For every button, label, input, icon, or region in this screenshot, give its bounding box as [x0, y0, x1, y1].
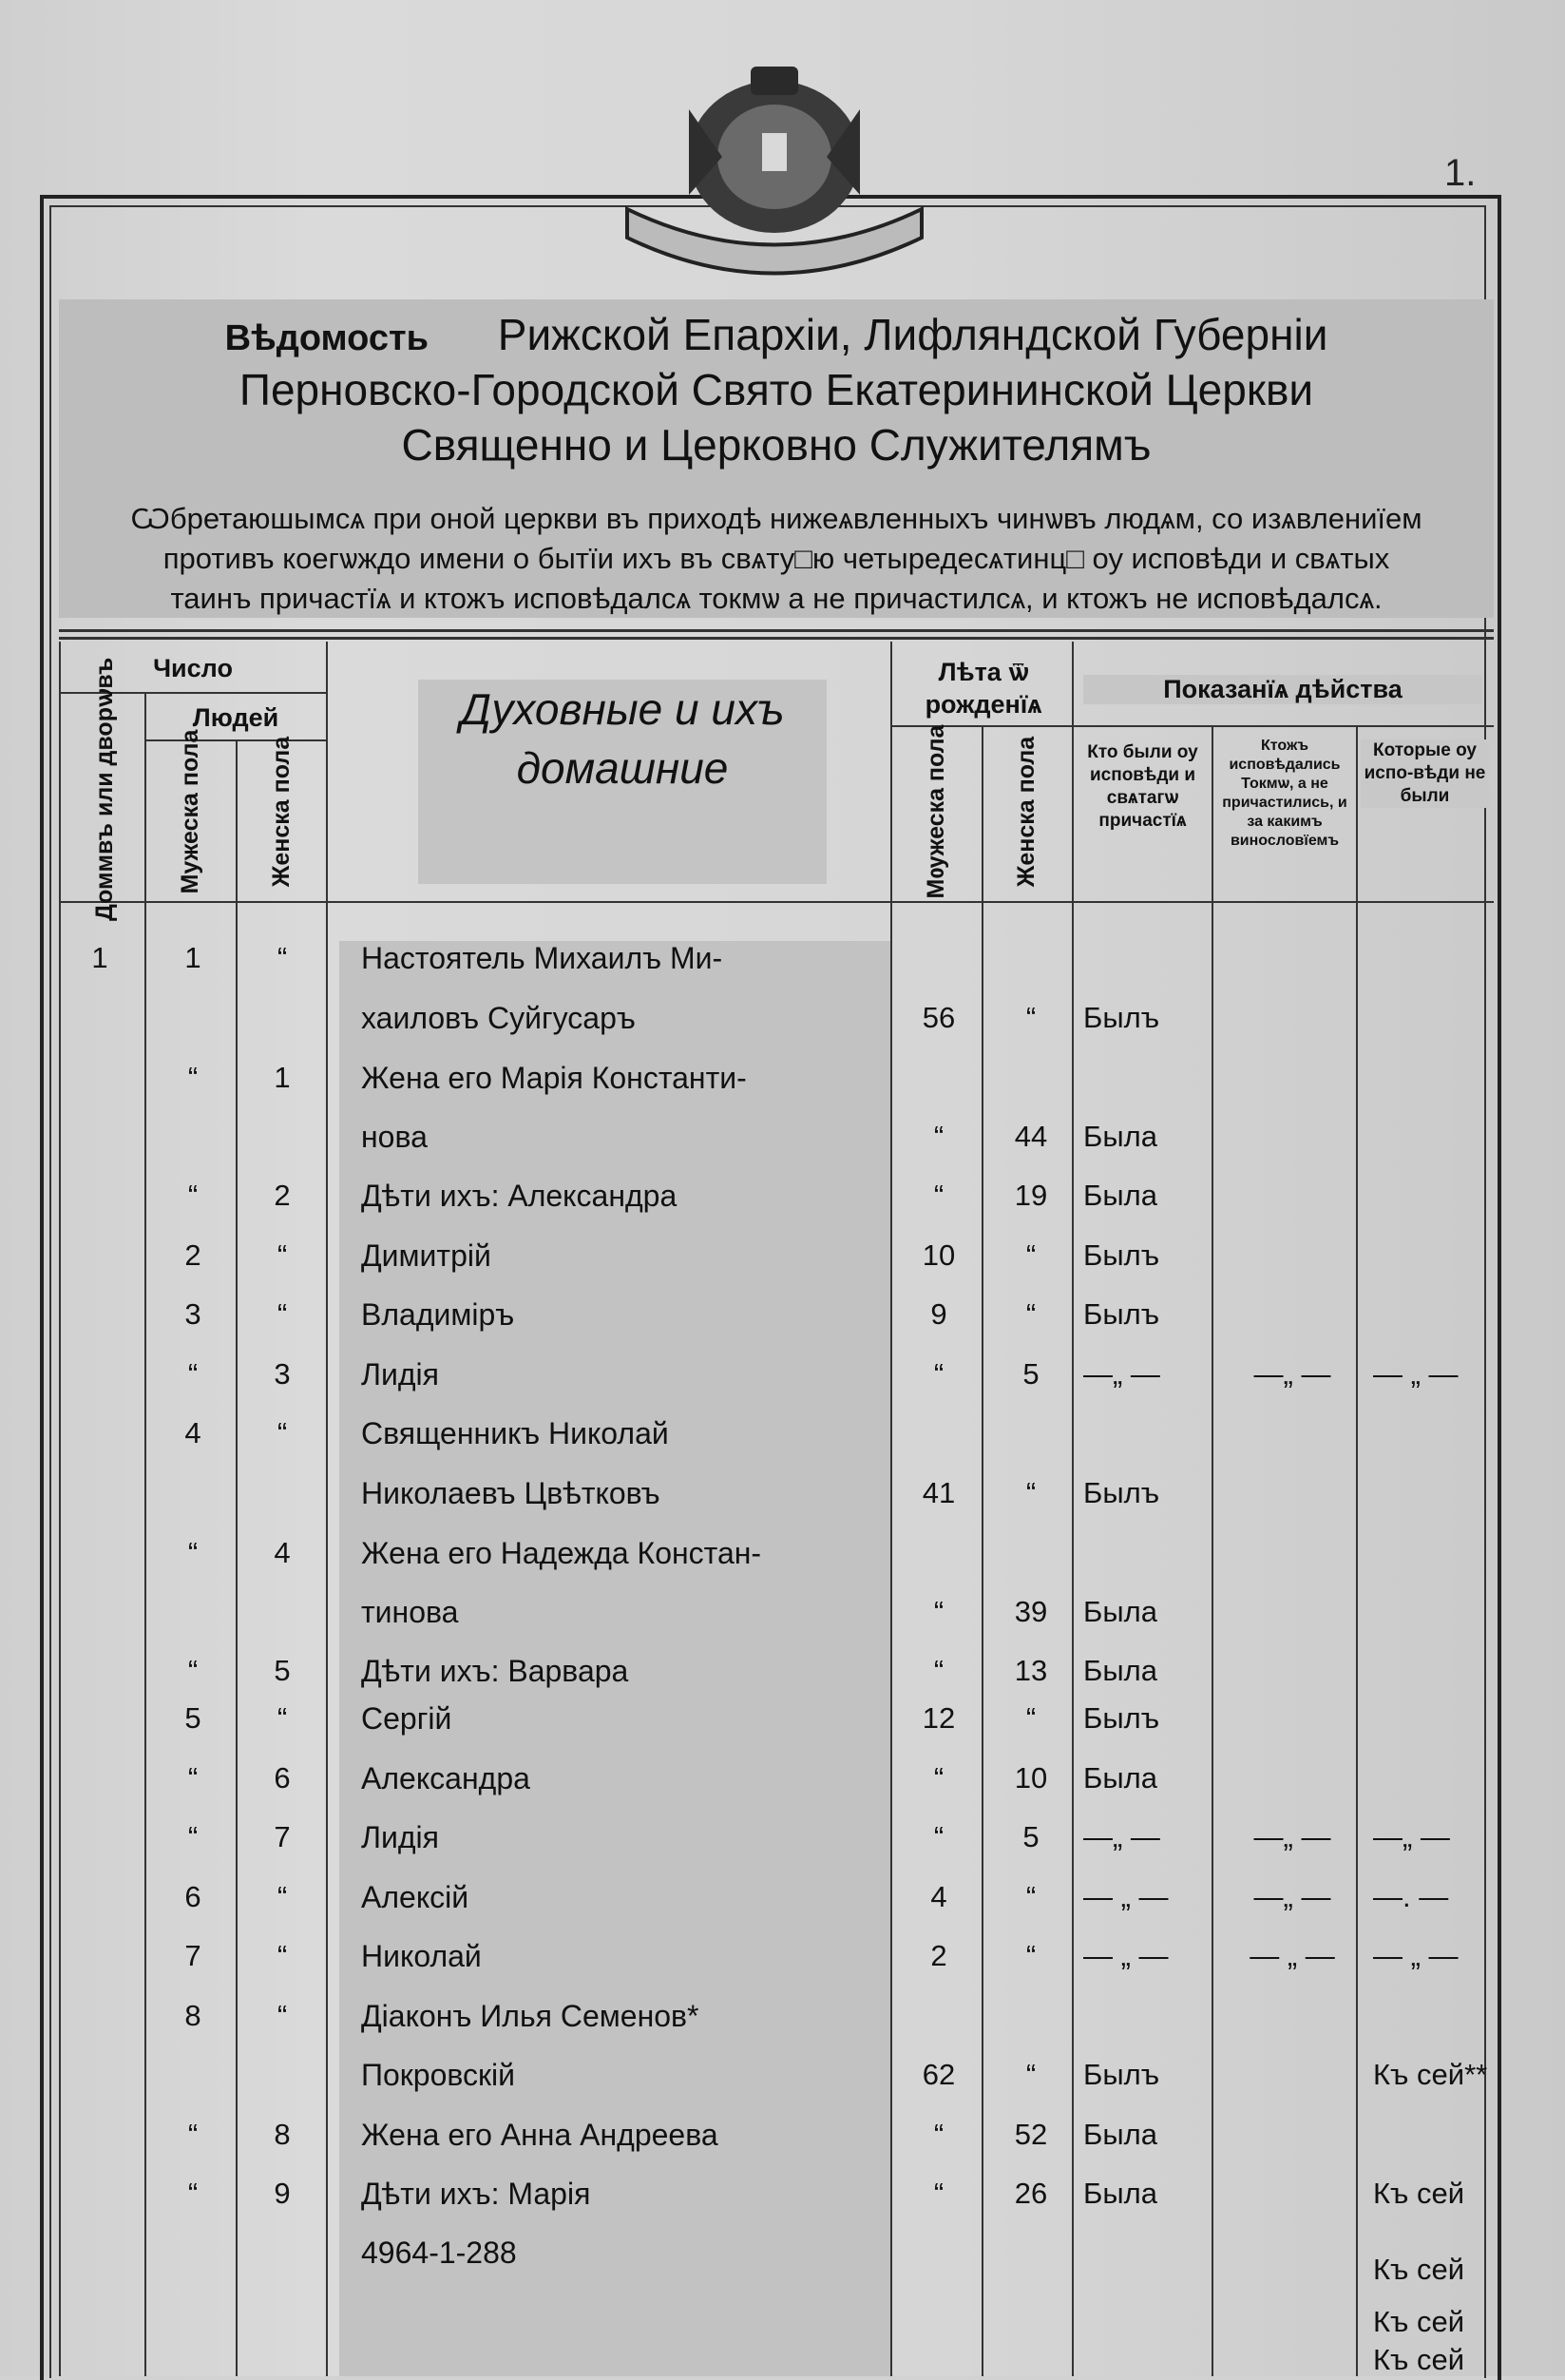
- female-age-cell: 5: [1022, 1820, 1040, 1853]
- female-age-cell: “: [1025, 1939, 1037, 1972]
- male-count-cell: 2: [184, 1238, 201, 1272]
- header-leta-zhen: Женска пола: [1013, 736, 1040, 888]
- intro-text: [59, 499, 1494, 619]
- header-domov: Доммвъ или дворѡвъ: [91, 657, 118, 921]
- confession-status-cell: —„ —: [1083, 1820, 1160, 1853]
- female-count-cell: “: [277, 941, 288, 974]
- grid-line: [982, 727, 983, 2376]
- footer-note: Къ сей: [1373, 2253, 1465, 2286]
- person-name-cell: 4964-1-288: [361, 2236, 517, 2270]
- partial-confession-cell: — „ —: [1250, 1939, 1335, 1972]
- person-name-cell: Александра: [361, 1761, 530, 1795]
- confession-status-cell: —„ —: [1083, 1357, 1160, 1391]
- person-name-cell: хаиловъ Суйгусаръ: [361, 1001, 636, 1035]
- grid-line: [144, 739, 327, 741]
- female-age-cell: 10: [1014, 1761, 1048, 1795]
- male-count-cell: 3: [184, 1297, 201, 1331]
- no-confession-cell: —. —: [1373, 1880, 1449, 1913]
- female-count-cell: 2: [274, 1179, 291, 1212]
- person-name-cell: Покровскій: [361, 2058, 516, 2092]
- person-name-cell: нова: [361, 1120, 428, 1154]
- male-count-cell: “: [187, 1061, 199, 1094]
- female-age-cell: 13: [1014, 1654, 1048, 1687]
- female-age-cell: 26: [1014, 2177, 1048, 2210]
- male-count-cell: 4: [184, 1416, 201, 1449]
- male-age-cell: “: [933, 2118, 945, 2151]
- no-confession-cell: Къ сей: [1373, 2177, 1465, 2210]
- header-kto-byli: Кто были оу исповѣди и свѧтагѡ причастїѧ: [1087, 742, 1198, 831]
- title-lead: Вѣдомость: [224, 318, 429, 358]
- female-count-cell: 6: [274, 1761, 291, 1795]
- no-confession-cell: Къ сей**: [1373, 2058, 1488, 2091]
- confession-status-cell: Была: [1083, 1120, 1157, 1153]
- person-name-cell: Николай: [361, 1939, 482, 1973]
- male-count-cell: “: [187, 1179, 199, 1212]
- male-count-cell: “: [187, 1536, 199, 1569]
- male-age-cell: 10: [922, 1238, 956, 1272]
- male-age-cell: 41: [922, 1476, 956, 1509]
- person-name-cell: Настоятель Михаилъ Ми-: [361, 941, 723, 975]
- male-age-cell: “: [933, 1761, 945, 1795]
- partial-confession-cell: —„ —: [1253, 1880, 1331, 1913]
- male-age-cell: 2: [930, 1939, 947, 1972]
- title-line-3: Священно и Церковно Служителямъ: [401, 420, 1152, 470]
- no-confession-cell: — „ —: [1373, 1939, 1459, 1972]
- person-name-cell: Жена его Марія Константи-: [361, 1061, 747, 1095]
- person-name-cell: тинова: [361, 1595, 459, 1629]
- confession-status-cell: Былъ: [1083, 1701, 1160, 1735]
- female-age-cell: 5: [1022, 1357, 1040, 1391]
- female-age-cell: “: [1025, 1476, 1037, 1509]
- male-count-cell: 6: [184, 1880, 201, 1913]
- header-ktozh-ispov: Ктожъ исповѣдались Токмѡ, а не причастились, и за какимъ винословїемъ: [1222, 738, 1347, 849]
- header-leta-muzh: Мѹжеска пола: [923, 724, 949, 899]
- female-age-cell: 44: [1014, 1120, 1048, 1153]
- female-count-cell: “: [277, 1238, 288, 1272]
- female-count-cell: “: [277, 1416, 288, 1449]
- male-age-cell: 12: [922, 1701, 956, 1735]
- male-count-cell: “: [187, 1820, 199, 1853]
- male-age-cell: 9: [930, 1297, 947, 1331]
- female-age-cell: “: [1025, 1701, 1037, 1735]
- person-name-cell: Владиміръ: [361, 1297, 515, 1332]
- female-count-cell: 8: [274, 2118, 291, 2151]
- male-age-cell: 56: [922, 1001, 956, 1034]
- male-age-cell: “: [933, 1595, 945, 1628]
- title-text-1: Рижской Епархіи, Лифляндской Губерніи: [497, 310, 1328, 359]
- header-zhen: Женска пола: [268, 736, 295, 888]
- female-count-cell: 9: [274, 2177, 291, 2210]
- grid-line: [236, 741, 238, 2376]
- confession-status-cell: Была: [1083, 1654, 1157, 1687]
- footer-note: Къ сей: [1373, 2343, 1465, 2376]
- intro-line: таинъ причастїѧ и ктожъ исповѣдалсѧ токмѡ а не причастилсѧ, и ктожъ не исповѣдалсѧ.: [170, 582, 1383, 615]
- header-dukhovnye: Духовные и ихъ домашние: [418, 680, 827, 884]
- female-count-cell: 4: [274, 1536, 291, 1569]
- title-line-1: [59, 309, 1494, 360]
- person-name-cell: Священникъ Николай: [361, 1416, 669, 1450]
- header-muzh: Мужеска пола: [177, 729, 203, 894]
- confession-status-cell: Была: [1083, 1595, 1157, 1628]
- person-name-cell: Жена его Надежда Констан-: [361, 1536, 762, 1570]
- confession-status-cell: Была: [1083, 2118, 1157, 2151]
- person-name-cell: Дѣти ихъ: Александра: [361, 1179, 678, 1213]
- person-name-cell: Жена его Анна Андреева: [361, 2118, 718, 2152]
- no-confession-cell: — „ —: [1373, 1357, 1459, 1391]
- confession-status-cell: Была: [1083, 2177, 1157, 2210]
- header-rule: [59, 637, 1494, 640]
- male-count-cell: 5: [184, 1701, 201, 1735]
- person-name-cell: Дѣти ихъ: Марія: [361, 2177, 591, 2211]
- intro-line: Ѡбретаюшымсѧ при оной церкви въ приходѣ нижеѧвленныхъ чинѡвъ людѧм, со изѧвлениїем: [130, 502, 1422, 535]
- person-name-cell: Діаконъ Илья Семенов*: [361, 1999, 699, 2033]
- male-age-cell: “: [933, 1820, 945, 1853]
- person-name-cell: Алексій: [361, 1880, 469, 1914]
- female-count-cell: 3: [274, 1357, 291, 1391]
- male-count-cell: “: [187, 2177, 199, 2210]
- header-pokazaniya: Показанїѧ дѣйства: [1083, 675, 1482, 704]
- female-age-cell: “: [1025, 1001, 1037, 1034]
- confession-status-cell: Былъ: [1083, 1001, 1160, 1034]
- female-count-cell: 1: [274, 1061, 291, 1094]
- male-age-cell: “: [933, 1120, 945, 1153]
- confession-status-cell: Былъ: [1083, 2058, 1160, 2091]
- male-age-cell: “: [933, 2177, 945, 2210]
- grid-line: [144, 694, 146, 2376]
- partial-confession-cell: —„ —: [1253, 1820, 1331, 1853]
- confession-status-cell: — „ —: [1083, 1880, 1169, 1913]
- grid-line: [1356, 727, 1358, 2376]
- female-age-cell: “: [1025, 1880, 1037, 1913]
- female-age-cell: “: [1025, 2058, 1037, 2091]
- confession-status-cell: Былъ: [1083, 1476, 1160, 1509]
- male-count-cell: “: [187, 1654, 199, 1687]
- person-name-cell: Лидія: [361, 1820, 439, 1854]
- male-count-cell: 8: [184, 1999, 201, 2032]
- male-age-cell: “: [933, 1357, 945, 1391]
- person-name-cell: Лидія: [361, 1357, 439, 1392]
- female-age-cell: “: [1025, 1297, 1037, 1331]
- female-age-cell: 19: [1014, 1179, 1048, 1212]
- confession-status-cell: Была: [1083, 1179, 1157, 1212]
- female-count-cell: “: [277, 1297, 288, 1331]
- confession-status-cell: Была: [1083, 1761, 1157, 1795]
- male-age-cell: “: [933, 1179, 945, 1212]
- intro-line: противъ коегѡждо имени о бытїи ихъ въ свѧту□ю четыредесѧтинц□ оу исповѣди и свѧтых: [162, 542, 1390, 575]
- person-name-cell: Димитрій: [361, 1238, 491, 1273]
- male-count-cell: 1: [184, 941, 201, 974]
- confession-status-cell: Былъ: [1083, 1297, 1160, 1331]
- header-leta: Лѣта ѿ рожденїѧ: [925, 658, 1042, 719]
- male-count-cell: 7: [184, 1939, 201, 1972]
- footer-note: Къ сей: [1373, 2305, 1465, 2338]
- person-name-cell: Дѣти ихъ: Варвара: [361, 1654, 629, 1688]
- confession-status-cell: — „ —: [1083, 1939, 1169, 1972]
- page-number: 1.: [1444, 152, 1477, 194]
- female-count-cell: “: [277, 1939, 288, 1972]
- male-age-cell: 4: [930, 1880, 947, 1913]
- confession-status-cell: Былъ: [1083, 1238, 1160, 1272]
- person-name-cell: Николаевъ Цвѣтковъ: [361, 1476, 660, 1510]
- female-count-cell: “: [277, 1701, 288, 1735]
- female-count-cell: 5: [274, 1654, 291, 1687]
- no-confession-cell: —„ —: [1373, 1820, 1450, 1853]
- domov-cell: 1: [91, 941, 108, 974]
- female-age-cell: 39: [1014, 1595, 1048, 1628]
- person-name-cell: Сергій: [361, 1701, 452, 1736]
- partial-confession-cell: —„ —: [1253, 1357, 1331, 1391]
- header-lyudei: Людей: [192, 703, 279, 732]
- male-count-cell: “: [187, 1357, 199, 1391]
- header-kotorye: Которые оу испо-вѣди не были: [1361, 739, 1489, 808]
- female-age-cell: 52: [1014, 2118, 1048, 2151]
- female-count-cell: 7: [274, 1820, 291, 1853]
- male-age-cell: 62: [922, 2058, 956, 2091]
- header-chislo: Число: [153, 654, 233, 682]
- title-line-2: Перновско-Городской Свято Екатерининской Церкви: [239, 365, 1314, 414]
- header-rule: [59, 629, 1494, 632]
- female-count-cell: “: [277, 1999, 288, 2032]
- male-count-cell: “: [187, 2118, 199, 2151]
- female-age-cell: “: [1025, 1238, 1037, 1272]
- grid-line: [1212, 727, 1213, 2376]
- male-count-cell: “: [187, 1761, 199, 1795]
- male-age-cell: “: [933, 1654, 945, 1687]
- grid-line: [890, 725, 1494, 727]
- female-count-cell: “: [277, 1880, 288, 1913]
- imperial-eagle-emblem: [608, 52, 941, 299]
